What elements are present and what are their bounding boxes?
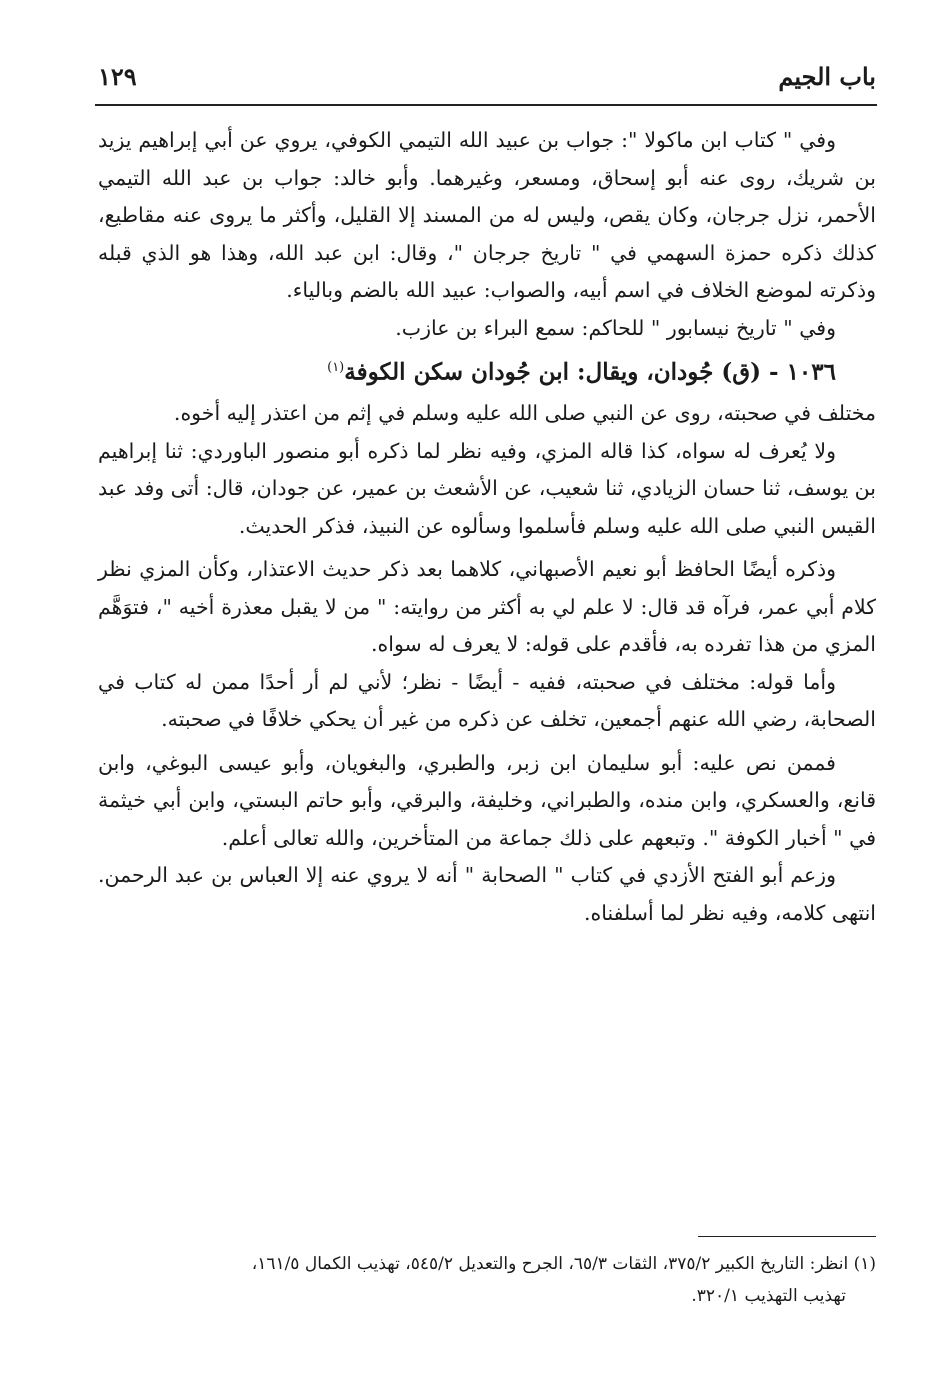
paragraph: وفي " تاريخ نيسابور " للحاكم: سمع البراء بن عازب.	[395, 315, 836, 340]
entry-heading-text: ١٠٣٦ - (ق) جُودان، ويقال: ابن جُودان سكن الكوفة	[344, 358, 836, 386]
paragraph: مختلف في صحبته، روى عن النبي صلى الله عليه وسلم في إثم من اعتذر إليه أخوه.	[173, 401, 876, 426]
footnote-line: (١) انظر: التاريخ الكبير ٣٧٥/٢، الثقات ٦٥/٣، الجرح والتعديل ٥٤٥/٢، تهذيب الكمال ١٦١/٥،	[251, 1254, 876, 1274]
paragraph: وفي " كتاب ابن ماكولا ": جواب بن عبيد الله التيمي الكوفي، يروي عن أبي إبراهيم يزيد بن شريك، روى عنه أبو إسحاق، ومسعر، وغيرهما. وأبو خالد: جواب بن عبد الله التيمي الأحمر، نزل جرجان، وكان يقص، وليس له من المسند إلا القليل، وأكثر ما يروى عنه مقاطيع، كذلك ذكره حمزة السهمي في " تاريخ جرجان "، وقال: ابن عبد الله، وهذا هو الذي قبله وذكرته لموضع الخلاف في اسم أبيه، والصواب: عبيد الله بالضم وبالياء.	[98, 128, 876, 302]
paragraph: وأما قوله: مختلف في صحبته، ففيه - أيضًا - نظر؛ لأني لم أر أحدًا ممن له كتاب في الصحابة، رضي الله عنهم أجمعين، تخلف عن ذكره من غير أن يحكي خلافًا في صحبته.	[98, 669, 876, 732]
footnote-marker: (١)	[327, 360, 345, 375]
page-header	[98, 62, 876, 102]
paragraph: وزعم أبو الفتح الأزدي في كتاب " الصحابة " أنه لا يروي عنه إلا العباس بن عبد الرحمن. انتهى كلامه، وفيه نظر لما أسلفناه.	[98, 863, 876, 925]
entry-heading	[98, 349, 876, 391]
paragraph: ولا يُعرف له سواه، كذا قاله المزي، وفيه نظر لما ذكره أبو منصور الباوردي: ثنا إبراهيم بن يوسف، ثنا حسان الزيادي، ثنا شعيب، عن الأشعث بن عمير، عن جودان، قال: أتى وفد عبد القيس النبي صلى الله عليه وسلم فأسلموا وسألوه عن النبيذ، فذكر الحديث.	[98, 438, 876, 538]
main-text	[98, 122, 876, 932]
paragraph: وذكره أيضًا الحافظ أبو نعيم الأصبهاني، كلاهما بعد ذكر حديث الاعتذار، وكأن المزي نظر كلام أبي عمر، فرآه قد قال: لا علم لي به أكثر من روايته: " من لا يقبل معذرة أخيه "، فتوَهَّم المزي من هذا تفرده به، فأقدم على قوله: لا يعرف له سواه.	[98, 557, 876, 657]
header-divider	[95, 104, 877, 106]
footnote-divider	[698, 1236, 876, 1237]
footnote	[98, 1248, 876, 1312]
footnote-line: تهذيب التهذيب ٣٢٠/١.	[691, 1286, 846, 1306]
chapter-title: باب الجيم	[778, 62, 876, 91]
page-number: ١٢٩	[98, 62, 137, 91]
paragraph: فممن نص عليه: أبو سليمان ابن زبر، والطبري، والبغويان، وأبو عيسى البوغي، وابن قانع، والعسكري، وابن منده، والطبراني، وخليفة، والبرقي، وأبو حاتم البستي، وابن أبي خيثمة في " أخبار الكوفة ". وتبعهم على ذلك جماعة من المتأخرين، والله تعالى أعلم.	[98, 750, 876, 850]
